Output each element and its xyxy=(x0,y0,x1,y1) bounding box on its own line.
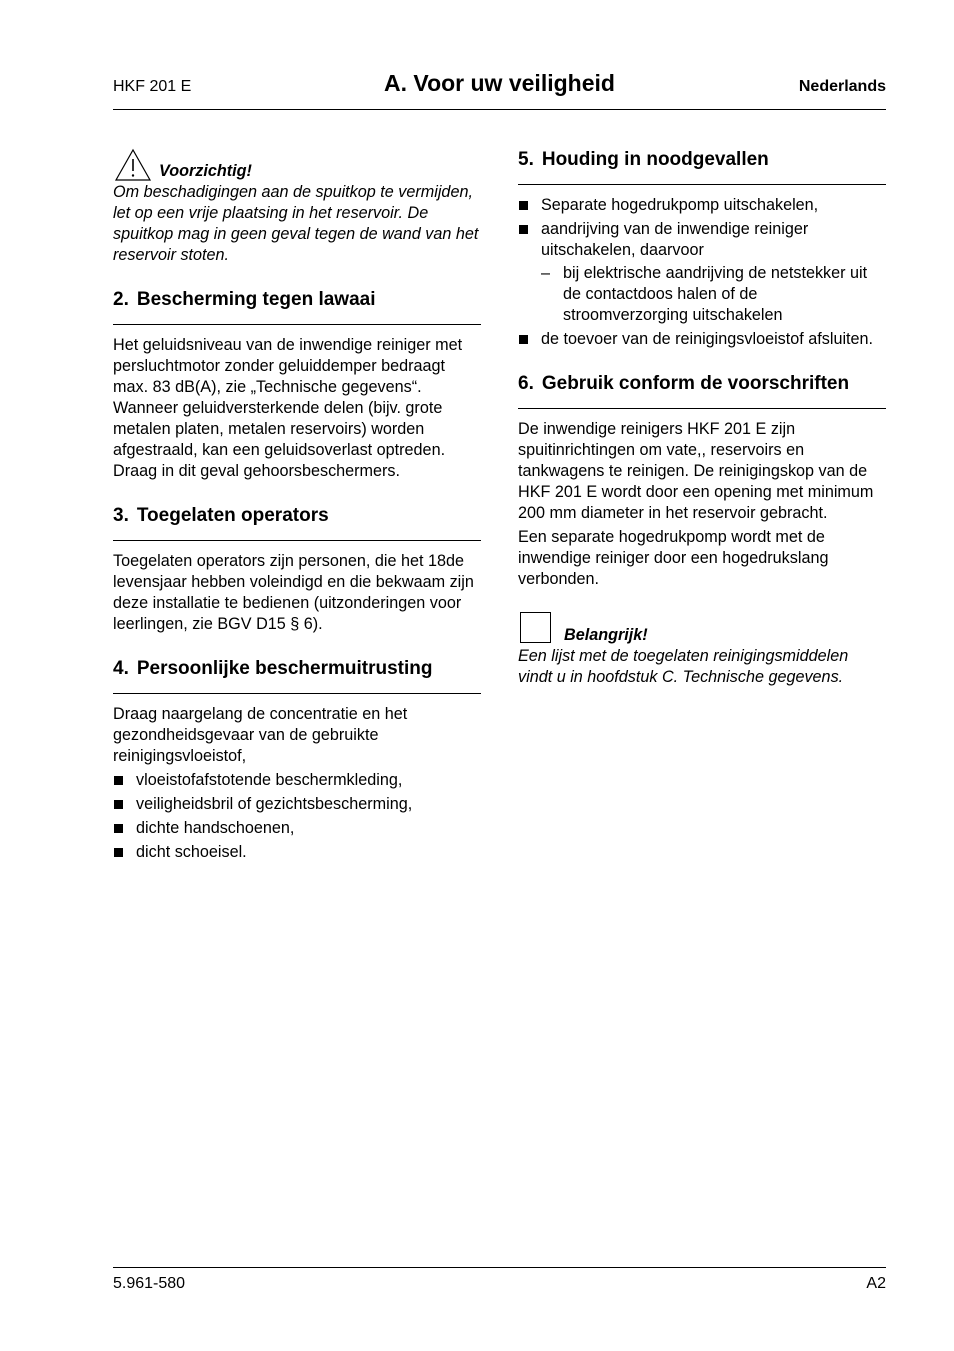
section-protective-equipment xyxy=(113,657,481,863)
equipment-list xyxy=(113,770,481,863)
page-footer xyxy=(113,1267,886,1292)
bullet-icon xyxy=(114,800,123,809)
sub-list xyxy=(541,263,886,326)
caution-text: Om beschadigingen aan de spuitkop te vermijden, let op een vrije plaatsing in het reservoir. De spuitkop mag in geen geval tegen de wand van het reservoir stoten. xyxy=(113,183,479,264)
list-item: dichte handschoenen, xyxy=(113,818,481,839)
bullet-icon xyxy=(114,848,123,857)
section-text: Toegelaten operators zijn personen, die het 18de levensjaar hebben voleindigd en die bekwaam zijn deze installatie te bedienen (uitzonderingen voor leerlingen, zie BGV D15 § 6). xyxy=(113,552,474,633)
section-text: De inwendige reinigers HKF 201 E zijn spuitinrichtingen om vate,, reservoirs en tankwagens te reinigen. De reinigingskop van de HKF 201 E wordt door een opening met minimum 200 mm diameter in het reservoir gebracht. xyxy=(518,420,874,522)
caution-notice xyxy=(113,148,481,266)
sub-list-item: – bij elektrische aandrijving de netstekker uit de contactdoos halen of de stroomverzorging uitschakelen xyxy=(541,264,868,324)
caution-label: Voorzichtig! xyxy=(159,162,252,180)
bullet-icon xyxy=(114,824,123,833)
section-heading: 6. Gebruik conform de voorschriften xyxy=(518,372,886,409)
note-box-icon xyxy=(520,612,551,643)
section-heading: 3. Toegelaten operators xyxy=(113,504,481,541)
emergency-list xyxy=(518,195,886,350)
section-heading: 2. Bescherming tegen lawaai xyxy=(113,288,481,325)
section-text: Het geluidsniveau van de inwendige reiniger met persluchtmotor zonder geluiddemper bedraagt max. 83 dB(A), zie „Technische gegevens“. Wanneer geluidversterkende delen (bijv. grote metalen platen, metalen reservoirs) worden afgestraald, kan een geluidsoverlast optreden. Draag in dit geval gehoorsbeschermers. xyxy=(113,336,463,480)
bullet-icon xyxy=(114,776,123,785)
list-item: veiligheidsbril of gezichtsbescherming, xyxy=(113,794,481,815)
list-item: vloeistofafstotende beschermkleding, xyxy=(113,770,481,791)
section-noise xyxy=(113,288,481,482)
bullet-icon xyxy=(519,335,528,344)
bullet-icon xyxy=(519,225,528,234)
important-notice xyxy=(518,612,886,688)
section-emergency xyxy=(518,148,886,350)
left-column xyxy=(113,148,481,885)
page-header xyxy=(113,66,886,110)
right-column xyxy=(518,148,886,710)
section-heading: 4. Persoonlijke beschermuitrusting xyxy=(113,657,481,694)
section-heading: 5. Houding in noodgevallen xyxy=(518,148,886,185)
important-text: Een lijst met de toegelaten reinigingsmiddelen vindt u in hoofdstuk C. Technische gegevens. xyxy=(518,647,849,686)
list-item: Separate hogedrukpomp uitschakelen, xyxy=(518,195,886,216)
page-title: A. Voor uw veiligheid xyxy=(384,70,615,96)
important-label: Belangrijk! xyxy=(564,626,648,644)
document-number: 5.961-580 xyxy=(113,1275,186,1292)
list-item: de toevoer van de reinigingsvloeistof afsluiten. xyxy=(518,329,886,350)
bullet-icon xyxy=(519,201,528,210)
section-intro: Draag naargelang de concentratie en het gezondheidsgevaar van de gebruikte reinigingsvloeistof, xyxy=(113,705,408,765)
list-item: aandrijving van de inwendige reiniger uitschakelen, daarvoor – bij elektrische aandrijving de netstekker uit de contactdoos halen of de stroomverzorging uitschakelen xyxy=(518,219,886,326)
section-intended-use xyxy=(518,372,886,590)
language-label: Nederlands xyxy=(798,78,886,95)
section-operators xyxy=(113,504,481,635)
list-item: dicht schoeisel. xyxy=(113,842,481,863)
section-text: Een separate hogedrukpomp wordt met de inwendige reiniger door een hogedrukslang verbonden. xyxy=(518,528,829,588)
page-number: A2 xyxy=(866,1275,886,1292)
warning-triangle-icon xyxy=(113,148,153,182)
model-name: HKF 201 E xyxy=(113,78,192,95)
